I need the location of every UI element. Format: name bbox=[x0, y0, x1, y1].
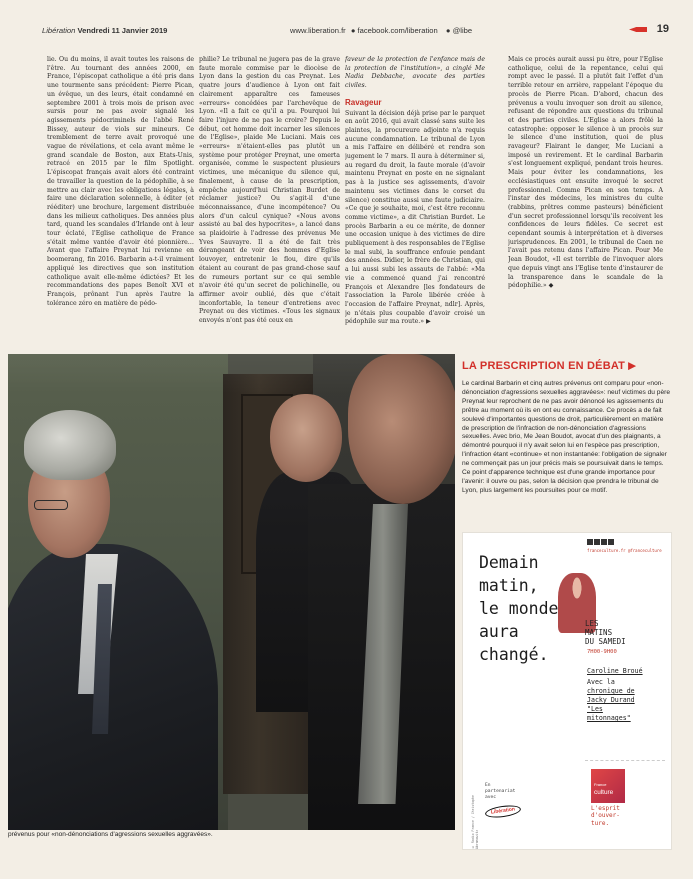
show-host: Caroline Broué Avec la chronique de Jacky Durand "Les mitonnages" bbox=[587, 667, 643, 722]
issue-date: Vendredi 11 Janvier 2019 bbox=[77, 26, 168, 35]
sidebar-heading: LA PRESCRIPTION EN DÉBAT bbox=[462, 360, 672, 372]
section-subheading: Ravageur bbox=[345, 97, 382, 107]
site-link[interactable]: www.liberation.fr bbox=[290, 26, 346, 35]
facebook-link[interactable]: ● facebook.com/liberation bbox=[350, 26, 438, 35]
photo-credit: © Radio France / Christophe Abramowitz bbox=[471, 795, 479, 849]
header-links bbox=[290, 26, 478, 35]
article-column-3 bbox=[345, 56, 485, 342]
show-title: LES MATINS DU SAMEDI bbox=[585, 619, 626, 646]
station-slogan: L'esprit d'ouver- ture. bbox=[591, 805, 620, 827]
photo-caption: prévenus pour «non-dénonciations d'agressions sexuelles aggravées». bbox=[8, 831, 213, 838]
article-quote: faveur de la protection de l'enfance mais de la protection de l'institution», a cinglé Me Nadia Debbache, avocate des parties civiles. bbox=[345, 56, 485, 90]
ad-headline: Demain matin, le monde aura changé. bbox=[479, 553, 559, 664]
twitter-link[interactable]: ● @libe bbox=[445, 26, 473, 35]
triangle-icon bbox=[628, 362, 636, 370]
header-brand-date bbox=[42, 26, 167, 35]
article-column-4 bbox=[508, 56, 663, 342]
trial-photo bbox=[8, 354, 455, 830]
article-column-2 bbox=[199, 56, 340, 342]
page-number: 19 bbox=[656, 23, 669, 35]
arrow-icon bbox=[629, 27, 647, 32]
show-hours: 7H00-9H00 bbox=[587, 649, 617, 655]
liberation-logo: Libération bbox=[484, 804, 521, 820]
article-text: lie. Ou du moins, il avait toutes les raisons de l'être. Au tournant des années 2000, en France, l'épiscopat catholique a été pris dans une tourmente sans précédent: Pierre Pican, un évêque, un des leurs, était condamné en septembre 2001 à trois mois de prison avec sursis pour ne pas avoir signalé les agissements pédocriminels de l'abbé René Bissey, auteur de viols sur mineurs. Ce tremblement de terre avait provoqué une vague de révélations, et cela avant même le grand scandale de Boston, aux Etats-Unis, retracé en 2015 par le film Spotlight. L'épiscopat français avait alors été contraint de travailler la question de la pédophilie, à se mettre au clair avec les obligations légales, à faire une déclaration solennelle, à éditer (et rééditer) une brochure, largement distribuée dans les milieux catholiques. Des années plus tard, quand les scandales d'Irlande ont à leur tour éclaté, l'Eglise catholique de France s'était même vantée d'avoir été pionnière… Avant que l'affaire Preynat lui revienne en boomerang, fin 2016. Barbarin a-t-il vraiment appliqué les directives que son institution catholique avait elle-même édictées? Et les recommandations des papes Benoît XVI et François, prônant l'un après l'autre la tolérance zéro en matière de pédo- bbox=[47, 56, 194, 307]
ad-social-handle: franceculture.fr @franceculture bbox=[587, 548, 662, 553]
article-column-1 bbox=[47, 56, 194, 342]
partnership-text: En partenariat avec bbox=[485, 783, 516, 800]
article-text: Mais ce procès aurait aussi pu être, pour l'Eglise catholique, celui de la repentance, celui qui rompt avec le passé. Il a plutôt fait l'effet d'un terrible retour en arrière, rappelant l'époque du procès de Pierre Pican. D'abord, chacun des prévenus a voulu invoquer son droit au silence, refusant de répondre aux questions du tribunal et des parties civiles. L'Eglise a alors frôlé la catastrophe: opposer le silence à un procès sur le silence d'une institution, quoi de plus ravageur? Flairant le danger, Me Luciani a imposé un revirement. Et le cardinal Barbarin s'est longuement expliqué, pendant trois heures. Mais pour éviter les condamnations, les ecclésiastiques ont ensuite invoqué le secret professionnel. Comme Pican en son temps. A l'instar des médecins, les ministres du culte (rabbins, prêtres comme pasteurs) bénéficient d'un secret professionnel lorsqu'ils recoivent les confidences de leurs fidèles. Ce secret est cependant soumis à interprétation et à diverses jurisprudences. En 2001, le tribunal de Caen ne l'avait pas retenu dans l'affaire Pican. Pour Me Jean Boudot, «Il est terrible de l'invoquer alors que depuis vingt ans l'Eglise tente d'instaurer de la transparence dans le scandale de la pédophilie.» ◆ bbox=[508, 56, 663, 290]
page-header bbox=[42, 23, 673, 39]
social-icons bbox=[587, 539, 615, 547]
article-text: Suivant la décision déjà prise par le parquet en août 2016, qui avait classé sans suite les plaintes, la procureure adjointe n'a requis aucune condamnation. Le tribunal de Lyon a mis l'affaire en délibéré et rendra son jugement le 7 mars. Il aura à déterminer si, au regard du droit, la faute morale (d'avoir maintenu Preynat en poste en ne signalant pas à la justice ses agissements, d'avoir maintenu ses victimes dans le corset du silence) constitue aussi une faute judiciaire. «Ce que je souhaite, moi, c'est être reconnu comme victime», a dit Christian Burdet. Le procès Barbarin a eu ce mérite, de donner une occasion unique à des victimes de dire publiquement à des responsables de l'Eglise le mal subi, la souffrance enfouie pendant des années. Didier, le frère de Christian, qui a lui aussi subi les assauts de l'abbé: «Ma vie a commencé quand j'ai rencontré François et Alexandre [les fondateurs de l'association la Parole libérée créée à l'occasion de l'affaire Preynat, ndlr]. Après, je n'étais plus coupable d'avoir croisé un pédophile sur ma route.» ▶ bbox=[345, 109, 485, 326]
brand-name: Libération bbox=[42, 26, 76, 35]
radio-advertisement[interactable] bbox=[462, 532, 672, 850]
article-text: philie? Le tribunal ne jugera pas de la grave faute morale commise par le diocèse de Lyon dans la gestion du cas Preynat. Les quatre jours d'audience à Lyon ont fait clairement apparaître ces fameuses «erreurs» concédées par l'archevêque de Lyon. «Il a fait ce qu'il a pu. Pourquoi lui faire l'injure de ne pas le croire? Depuis le début, cet homme doit incarner les silences de l'Eglise», plaide Me Luciani. Mais ces «erreurs» n'étaient-elles pas plutôt un système pour protéger Preynat, une omerta organisée, comme le suspectent plusieurs victimes, une mécanique du silence qui, finalement, à cause de la prescription, empêche aujourd'hui Christian Burdet de réclamer justice? Ou s'agit-il d'une méconnaissance, d'une incompétence? Ou alors d'un calcul cynique? «Nous avons assisté au bal des hypocrites», a lancé dans sa plaidoirie à l'adresse des prévenus Me Yves Sauvayre. Il a été de fait très dérangeant de voir des hommes d'Eglise louvoyer, entretenir le flou, dire qu'ils étaient au courant de pas grand-chose sauf de rumeurs portant sur ce qui semble n'avoir été qu'un secret de polichinelle, ou affirmer avoir oublié, dès que c'était inconfortable, la teneur d'entretiens avec Preynat ou des victimes. «Tous les signaux envoyés n'ont pas été ceux en bbox=[199, 56, 340, 325]
france-culture-logo: France culture bbox=[591, 769, 625, 803]
sidebar-text: Le cardinal Barbarin et cinq autres prévenus ont comparu pour «non-dénonciation d'agressions sexuelles aggravées»: neuf victimes du père Preynat leur reprochent de ne pas avoir dénoncé les agissements du prêtre au moment où ils en ont eu connaissance. Ce procès a de fait soulevé d'importantes questions de droit, particulièrement en matière de prescription de l'infraction de non-dénonciation d'agressions sexuelles. Avec brio, Me Jean Boudot, avocat d'un des plaignants, a démontré pourquoi il n'y avait selon lui en l'espèce pas prescription, l'infraction étant «continue» et non instantanée: l'obligation de signaler ne commençait pas un jour précis mais se poursuivait dans le temps. Ce point d'apparence technique est d'une grande importance pour l'avenir: il ouvre ou pas, selon la décision que prendra le tribunal de Lyon, plus largement les poursuites pour ce motif. bbox=[462, 380, 670, 494]
